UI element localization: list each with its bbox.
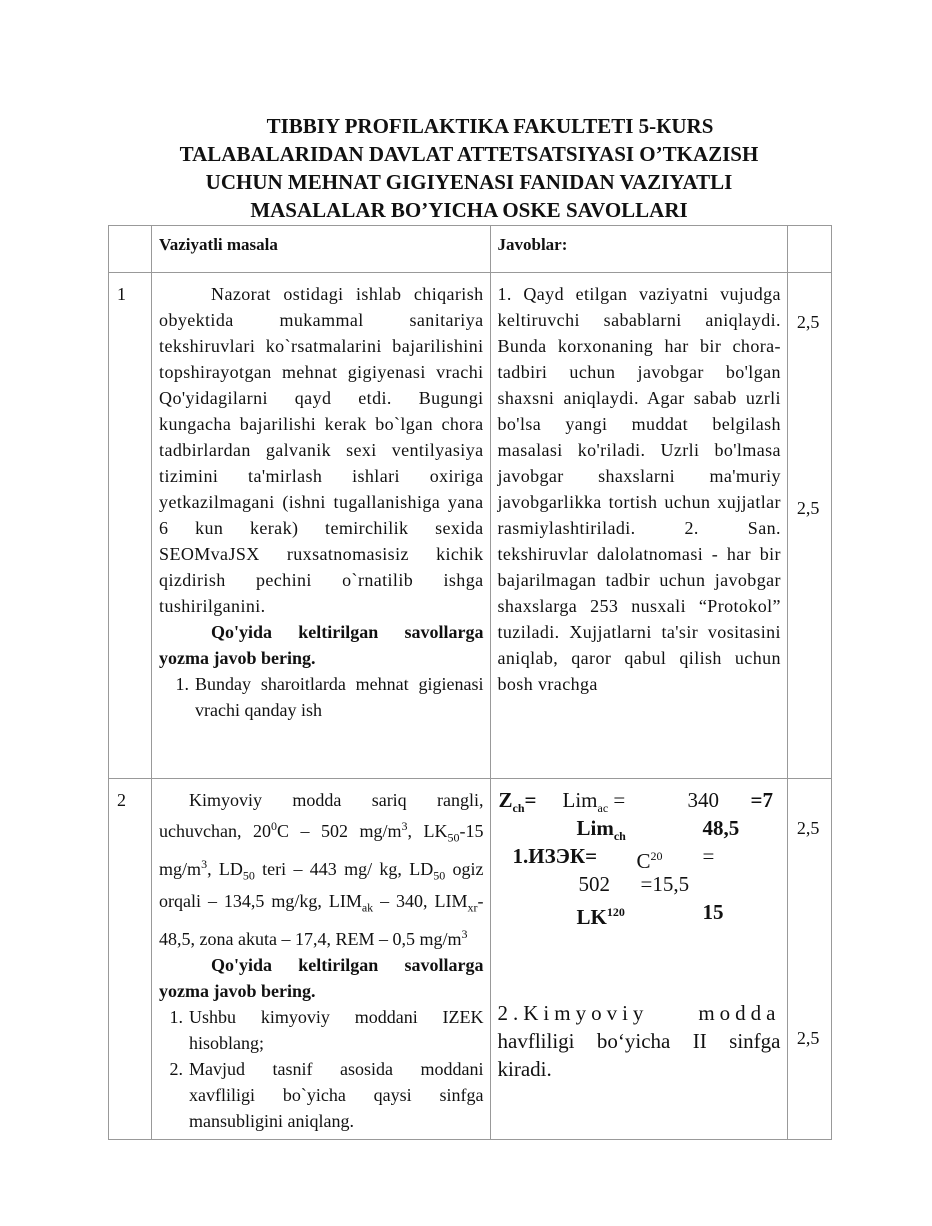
- question-item: [159, 1056, 483, 1134]
- score-cell: [787, 273, 831, 779]
- score-value: 2,5: [796, 818, 820, 838]
- answer-cell: [490, 779, 787, 1140]
- formula-block: [491, 779, 787, 1123]
- question-number: 1.: [175, 674, 190, 694]
- score-value: 2,5: [796, 498, 820, 518]
- instruction-text: Qo'yida keltirilgan savollarga yozma javob bering.: [159, 622, 484, 668]
- score-value: 2,5: [796, 312, 820, 332]
- formula-c20: $C^{20}$: [636, 849, 663, 873]
- row-number: 1: [109, 273, 152, 779]
- header-answers: Javoblar:: [490, 226, 787, 273]
- table-row: [109, 779, 832, 1140]
- instruction-text: Qo'yida keltirilgan savollarga yozma javob bering.: [159, 954, 484, 1001]
- question-number: 2.: [169, 1058, 184, 1079]
- score-value: 2,5: [796, 1028, 820, 1048]
- formula-izek: 1.ИЗЭК=: [512, 844, 598, 868]
- title-line-4: MASALALAR BO’YICHA OSKE SAVOLLARI: [250, 198, 688, 222]
- question-number: 1.: [169, 1006, 184, 1027]
- header-num: [109, 226, 152, 273]
- situation-cell: [152, 273, 490, 779]
- formula-zch: $Z_{ch}=$: [498, 788, 537, 816]
- question-text: Mavjud tasnif asosida moddani xavfliligi bo`yicha qaysi sinfga mansubligini aniqlang.: [189, 1058, 484, 1131]
- formula-eq7: =7: [750, 788, 773, 812]
- formula-eq155: =15,5: [640, 872, 690, 896]
- score-cell: [787, 779, 831, 1140]
- formula-15: 15: [702, 900, 724, 924]
- question-item: [159, 671, 483, 723]
- question-text: Bunday sharoitlarda mehnat gigienasi vrachi qanday ish: [195, 674, 484, 720]
- row-number: 2: [109, 779, 152, 1140]
- situation-text: Nazorat ostidagi ishlab chiqarish obyektida mukammal sanitariya tekshiruvlari ko`rsatmalarini bajarilishini topshirayotgan mehnat gigiyenasi vrachi Qo'yidagilarni qayd etdi. Bugungi kungacha bajarilishi kerak bo`lgan chora tadbirlardan galvanik sexi ventilyasiya tizimini ta'mirlash ishlari oxiriga yetkazilmagani (ishni tugallanishiga yana 6 kun kerak) temirchilik sexida SEOMvaJSX ruxsatnomasisiz kichik qizdirish pechini o`rnatilib ishga tushirilganini.: [159, 284, 484, 616]
- question-text: Ushbu kimyoviy moddani IZEK hisoblang;: [189, 1006, 484, 1053]
- situation-text: Kimyoviy modda sariq rangli, uchuvchan, $20^0C - 502$ $mg/m^3$, $LK_{50}-15$ $mg/m^3$, $LD_{50}$ teri – 443 mg/ kg, $LD_{50}$ ogiz orqali – 134,5 mg/kg, $LIM_{ak} - 340$, $LIM_{xr}-$ 48,5, zona akuta – 17,4, REM – 0,5 $mg/m^3$: [159, 790, 484, 949]
- formula-340: 340: [687, 788, 719, 812]
- formula-eq: =: [702, 844, 715, 868]
- answer-cell: [490, 273, 787, 779]
- answer-2-text: 2.Kimyoviy modda havfliligi bo‘yicha II sinfga kiradi.: [497, 1001, 781, 1081]
- formula-lk: LK$^{120}$: [576, 905, 625, 929]
- page-title: [108, 112, 830, 224]
- formula-502: 502: [578, 872, 610, 896]
- table-row: [109, 273, 832, 779]
- header-score: [787, 226, 831, 273]
- situation-cell: [152, 779, 490, 1140]
- header-situation: Vaziyatli masala: [152, 226, 490, 273]
- title-line-2: TALABALARIDAN DAVLAT ATTETSATSIYASI O’TKAZISH: [179, 142, 759, 166]
- title-line-3: UCHUN MEHNAT GIGIYENASI FANIDAN VAZIYATLI: [205, 170, 733, 194]
- title-line-1: TIBBIY PROFILAKTIKA FAKULTETI 5-КURS: [266, 114, 714, 138]
- oske-table: [108, 225, 832, 1140]
- formula-lim-ac: Lim$_{ac}$ =: [562, 788, 626, 816]
- formula-485: 48,5: [702, 816, 740, 840]
- table-header-row: [109, 226, 832, 273]
- question-item: [159, 1004, 483, 1056]
- formula-lim-ch: Lim$_{ch}$: [576, 816, 626, 844]
- answer-text: 1. Qayd etilgan vaziyatni vujudga keltiruvchi sabablarni aniqlaydi. Bunda korxonaning har bir chora-tadbiri uchun javobgar bo'lgan shaxsni aniqlaydi. Agar sabab uzrli bo'lsa yangi muddat belgilash masalasi ko'riladi. Uzrli bo'lmasa javobgar shaxslarni ma'muriy javobgarlikka tortish uchun xujjatlar rasmiylashtiriladi. 2. San. tekshiruvlar dalolatnomasi - har bir bajarilmagan tadbir uchun javobgar shaxslarga 253 nusxali “Protokol” tuziladi. Xujjatlarni ta'sir vositasini aniqlab, qaror qabul qilish uchun bosh vrachga: [497, 284, 781, 694]
